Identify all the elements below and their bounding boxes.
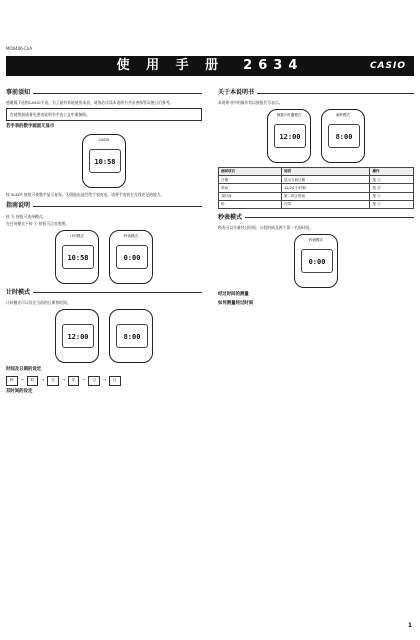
table-row [219, 176, 414, 184]
watch-display: 12:00 [62, 324, 94, 348]
mode-label: 秒表模式 [124, 233, 138, 238]
setting-flow: 秒 → 时 → 分 → 年 → 月 → 日 [6, 376, 202, 386]
subheading: 双时间的设定 [6, 388, 33, 394]
mode-label: 闹铃模式 [336, 113, 350, 118]
watch-display: 8:00 [116, 324, 148, 348]
flow-step: 年 [68, 376, 80, 386]
watch-illustration [55, 309, 99, 363]
subheading: 时间及日期的设定 [6, 366, 42, 372]
about-text: 本说明书中的操作均以按钮代号表示。 [218, 100, 283, 106]
page-number: 1 [407, 621, 412, 629]
title-banner [6, 56, 414, 76]
table-row [219, 200, 414, 208]
section-heading: 指南说明 [6, 202, 202, 210]
watch-display: 0:00 [301, 249, 333, 273]
table-header: 画面项目 [219, 168, 282, 176]
watch-brand: CASIO [98, 138, 110, 143]
watch-illustration [321, 109, 365, 163]
section-heading: 计时模式 [6, 289, 202, 297]
table-row [219, 192, 414, 200]
notice-box: 在使用前请务先要由说明书手表上文中请参阅。 [6, 108, 202, 121]
stopwatch-figure [218, 234, 414, 288]
model-code: MO0406-CkA [6, 46, 33, 51]
flow-step: 秒 [6, 376, 18, 386]
table-cell: 日期 [219, 176, 282, 184]
table-cell: 时间 [219, 184, 282, 192]
table-cell: 归零 [281, 200, 370, 208]
table-cell: 按 ⓐ [370, 176, 414, 184]
mode-diagram [6, 230, 202, 284]
table-cell: 双时间 [219, 192, 282, 200]
table-cell: 第二时区时间 [281, 192, 370, 200]
watch-illustration [55, 230, 99, 284]
guide-item: 按 ⓑ 按钮可选择模式。 [6, 213, 47, 219]
watch-display: 10:58 [62, 245, 94, 269]
watch-illustration [109, 230, 153, 284]
table-header: 说明 [281, 168, 370, 176]
intro-text: 感谢阁下选购CASIO手表。为了最有效地使用本表，请务必详读本说明书并妥善保管以便日后参考。 [6, 100, 174, 106]
timekeeping-figure [6, 309, 202, 363]
watch-display: 10:58 [89, 149, 121, 173]
stopwatch-text: 秒表可以计量经过时间、分段时间及两个第一名的时间。 [218, 224, 313, 230]
watch-illustration [294, 234, 338, 288]
manual-title: 使 用 手 册 2634 [116, 58, 304, 74]
watch-display: 0:00 [116, 245, 148, 269]
flow-step: 月 [88, 376, 100, 386]
watch-display: 8:00 [328, 124, 360, 148]
flow-step: 时 [27, 376, 39, 386]
section-heading: 秒表模式 [218, 214, 414, 222]
table-header: 操作 [370, 168, 414, 176]
left-column [6, 84, 202, 397]
flow-step: 分 [47, 376, 59, 386]
watch-figure [6, 134, 202, 188]
table-row [219, 184, 414, 192]
subheading: 如何测量经过时间 [218, 300, 254, 306]
mode-cycle-diagram [218, 109, 414, 163]
section-heading: 事前須知 [6, 89, 202, 97]
watch-illustration [109, 309, 153, 363]
brand-logo: CASIO [369, 61, 406, 71]
table-cell: 按 ⓓ [370, 184, 414, 192]
watch-illustration [267, 109, 311, 163]
section-heading: 关于本说明书 [218, 89, 414, 97]
subheading: 经过时间的测量 [218, 291, 249, 297]
display-table [218, 167, 414, 208]
table-cell: 秒 [219, 200, 282, 208]
mode-label: 计时模式 [70, 233, 84, 238]
timekeeping-text: 计时模式可以设定当前的日期和时间。 [6, 299, 71, 305]
flow-step: 日 [109, 376, 121, 386]
watch-illustration [82, 134, 126, 188]
table-cell: 显示当前日期 [281, 176, 370, 184]
mode-label: 秒表模式 [309, 237, 323, 242]
watch-display: 12:00 [274, 124, 306, 148]
table-cell: 按 ⓒ [370, 192, 414, 200]
right-column [218, 84, 414, 309]
guide-item: 在任何模式下按 ⓛ 按钮可点亮照明。 [6, 220, 70, 226]
table-header-row [219, 168, 414, 176]
table-cell: 按 ⓐ [370, 200, 414, 208]
mode-label: 倒数计时器模式 [276, 113, 302, 118]
table-cell: 12/24 小时制 [281, 184, 370, 192]
subheading: 若手表的数字画面无显示 [6, 124, 55, 130]
solar-text: 按 SLEEP 按钮可使数字显示复原。太阳能电池会给手表充电，请将手表放在光线充足的地方。 [6, 192, 165, 198]
